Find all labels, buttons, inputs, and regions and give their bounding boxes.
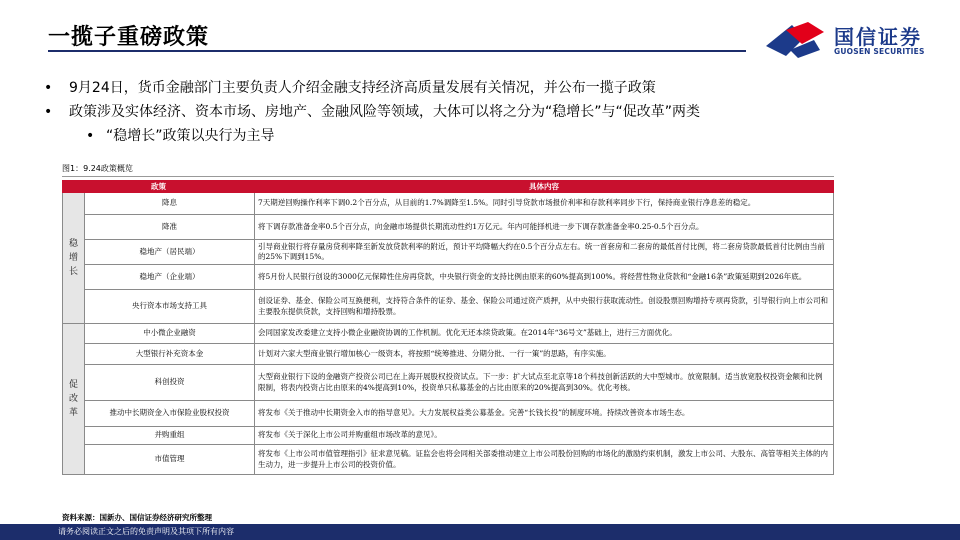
table-row — [63, 401, 834, 427]
company-logo — [764, 18, 934, 62]
bullet-text: 9月24日，货币金融部门主要负责人介绍金融支持经济高质量发展有关情况，并公布一揽子政策 — [69, 80, 656, 96]
table-row — [63, 240, 834, 265]
policy-detail: 会同国家发改委建立支持小微企业融资协调的工作机制。优化无还本续贷政策。在2014年“36号文”基础上，进行三方面优化。 — [255, 324, 834, 344]
header-details: 具体内容 — [255, 181, 834, 193]
table-row — [63, 215, 834, 240]
policy-detail: 将发布《关于推动中长期资金入市的指导意见》。大力发展权益类公募基金。完善“长钱长投”的制度环境。持续改善资本市场生态。 — [255, 401, 834, 427]
policy-item: 大型银行补充资本金 — [85, 344, 255, 365]
policy-item: 央行资本市场支持工具 — [85, 290, 255, 324]
page-title: 一揽子重磅政策 — [48, 25, 210, 50]
disclaimer-text: 请务必阅读正文之后的免责声明及其项下所有内容 — [58, 527, 234, 536]
policy-detail: 计划对六家大型商业银行增加核心一级资本，将按照“统筹推进、分期分批、一行一策”的思路，有序实施。 — [255, 344, 834, 365]
policy-detail: 创设证券、基金、保险公司互换便利，支持符合条件的证券、基金、保险公司通过资产质押，从中央银行获取流动性。创设股票回购增持专项再贷款，引导银行向上市公司和主要股东提供贷款，支持回购和增持股票。 — [255, 290, 834, 324]
title-underline — [48, 50, 746, 52]
guosen-logo-icon — [764, 20, 826, 60]
policy-detail: 7天期逆回购操作利率下调0.2个百分点，从目前的1.7%调降至1.5%。同时引导贷款市场报价利率和存款利率同步下行，保持商业银行净息差的稳定。 — [255, 193, 834, 215]
source-note: 资料来源：国新办、国信证券经济研究所整理 — [62, 513, 212, 522]
bullet-text: 政策涉及实体经济、资本市场、房地产、金融风险等领域，大体可以将之分为“稳增长”与“促改革”两类 — [69, 104, 701, 120]
policy-item: 稳地产（企业端） — [85, 265, 255, 290]
policy-item: 降准 — [85, 215, 255, 240]
policy-item: 降息 — [85, 193, 255, 215]
bullet-dot: • — [44, 80, 53, 96]
footer-bar — [0, 524, 960, 540]
logo-english-name: GUOSEN SECURITIES — [834, 47, 925, 56]
policy-item: 中小微企业融资 — [85, 324, 255, 344]
policy-detail: 大型商业银行下设的金融资产投资公司已在上海开展股权投资试点。下一步：扩大试点至北京等18个科技创新活跃的大中型城市。放宽限制。适当放宽股权投资金额和比例限制，将表内投资占比由原来的4%提高到10%，投资单只私募基金的占比由原来的20%提高到30%。优化考核。 — [255, 365, 834, 401]
policy-table — [62, 180, 834, 475]
table-row — [63, 265, 834, 290]
bullet-dot: • — [44, 104, 53, 120]
policy-detail: 引导商业银行将存量房贷利率降至新发放贷款利率的附近，预计平均降幅大约在0.5个百分点左右。统一首套房和二套房的最低首付比例，将二套房贷款最低首付比例由当前的25%下调到15%。 — [255, 240, 834, 265]
group-promote-reform: 促 改 革 — [63, 324, 85, 475]
figure-rule — [62, 176, 834, 177]
policy-item: 推动中长期资金入市保险业股权投资 — [85, 401, 255, 427]
table-header-row — [63, 181, 834, 193]
table-row — [63, 193, 834, 215]
table-row — [63, 365, 834, 401]
policy-item: 稳地产（居民端） — [85, 240, 255, 265]
table-row — [63, 344, 834, 365]
bullet-dot: • — [86, 128, 95, 144]
table-row — [63, 324, 834, 344]
policy-detail: 将下调存款准备金率0.5个百分点，向金融市场提供长期流动性约1万亿元。年内可能择机进一步下调存款准备金率0.25-0.5个百分点。 — [255, 215, 834, 240]
table-row — [63, 427, 834, 445]
group-stabilize-growth: 稳 增 长 — [63, 193, 85, 324]
policy-item: 科创投资 — [85, 365, 255, 401]
policy-item: 市值管理 — [85, 445, 255, 475]
logo-chinese-name: 国信证券 — [834, 25, 922, 49]
bullet-text: “稳增长”政策以央行为主导 — [106, 128, 275, 144]
policy-detail: 将5月份人民银行创设的3000亿元保障性住房再贷款，中央银行资金的支持比例由原来的60%提高到100%。将经营性物业贷款和“金融16条”政策延期到2026年底。 — [255, 265, 834, 290]
table-row — [63, 290, 834, 324]
table-row — [63, 445, 834, 475]
figure-caption: 图1：9.24政策概览 — [62, 164, 133, 173]
policy-detail: 将发布《关于深化上市公司并购重组市场改革的意见》。 — [255, 427, 834, 445]
policy-detail: 将发布《上市公司市值管理指引》征求意见稿。证监会也将会同相关部委推动建立上市公司股份回购的市场化的激励约束机制，激发上市公司、大股东、高管等相关主体的内生动力，进一步提升上市公司的投资价值。 — [255, 445, 834, 475]
header-policy: 政策 — [63, 181, 255, 193]
policy-item: 并购重组 — [85, 427, 255, 445]
